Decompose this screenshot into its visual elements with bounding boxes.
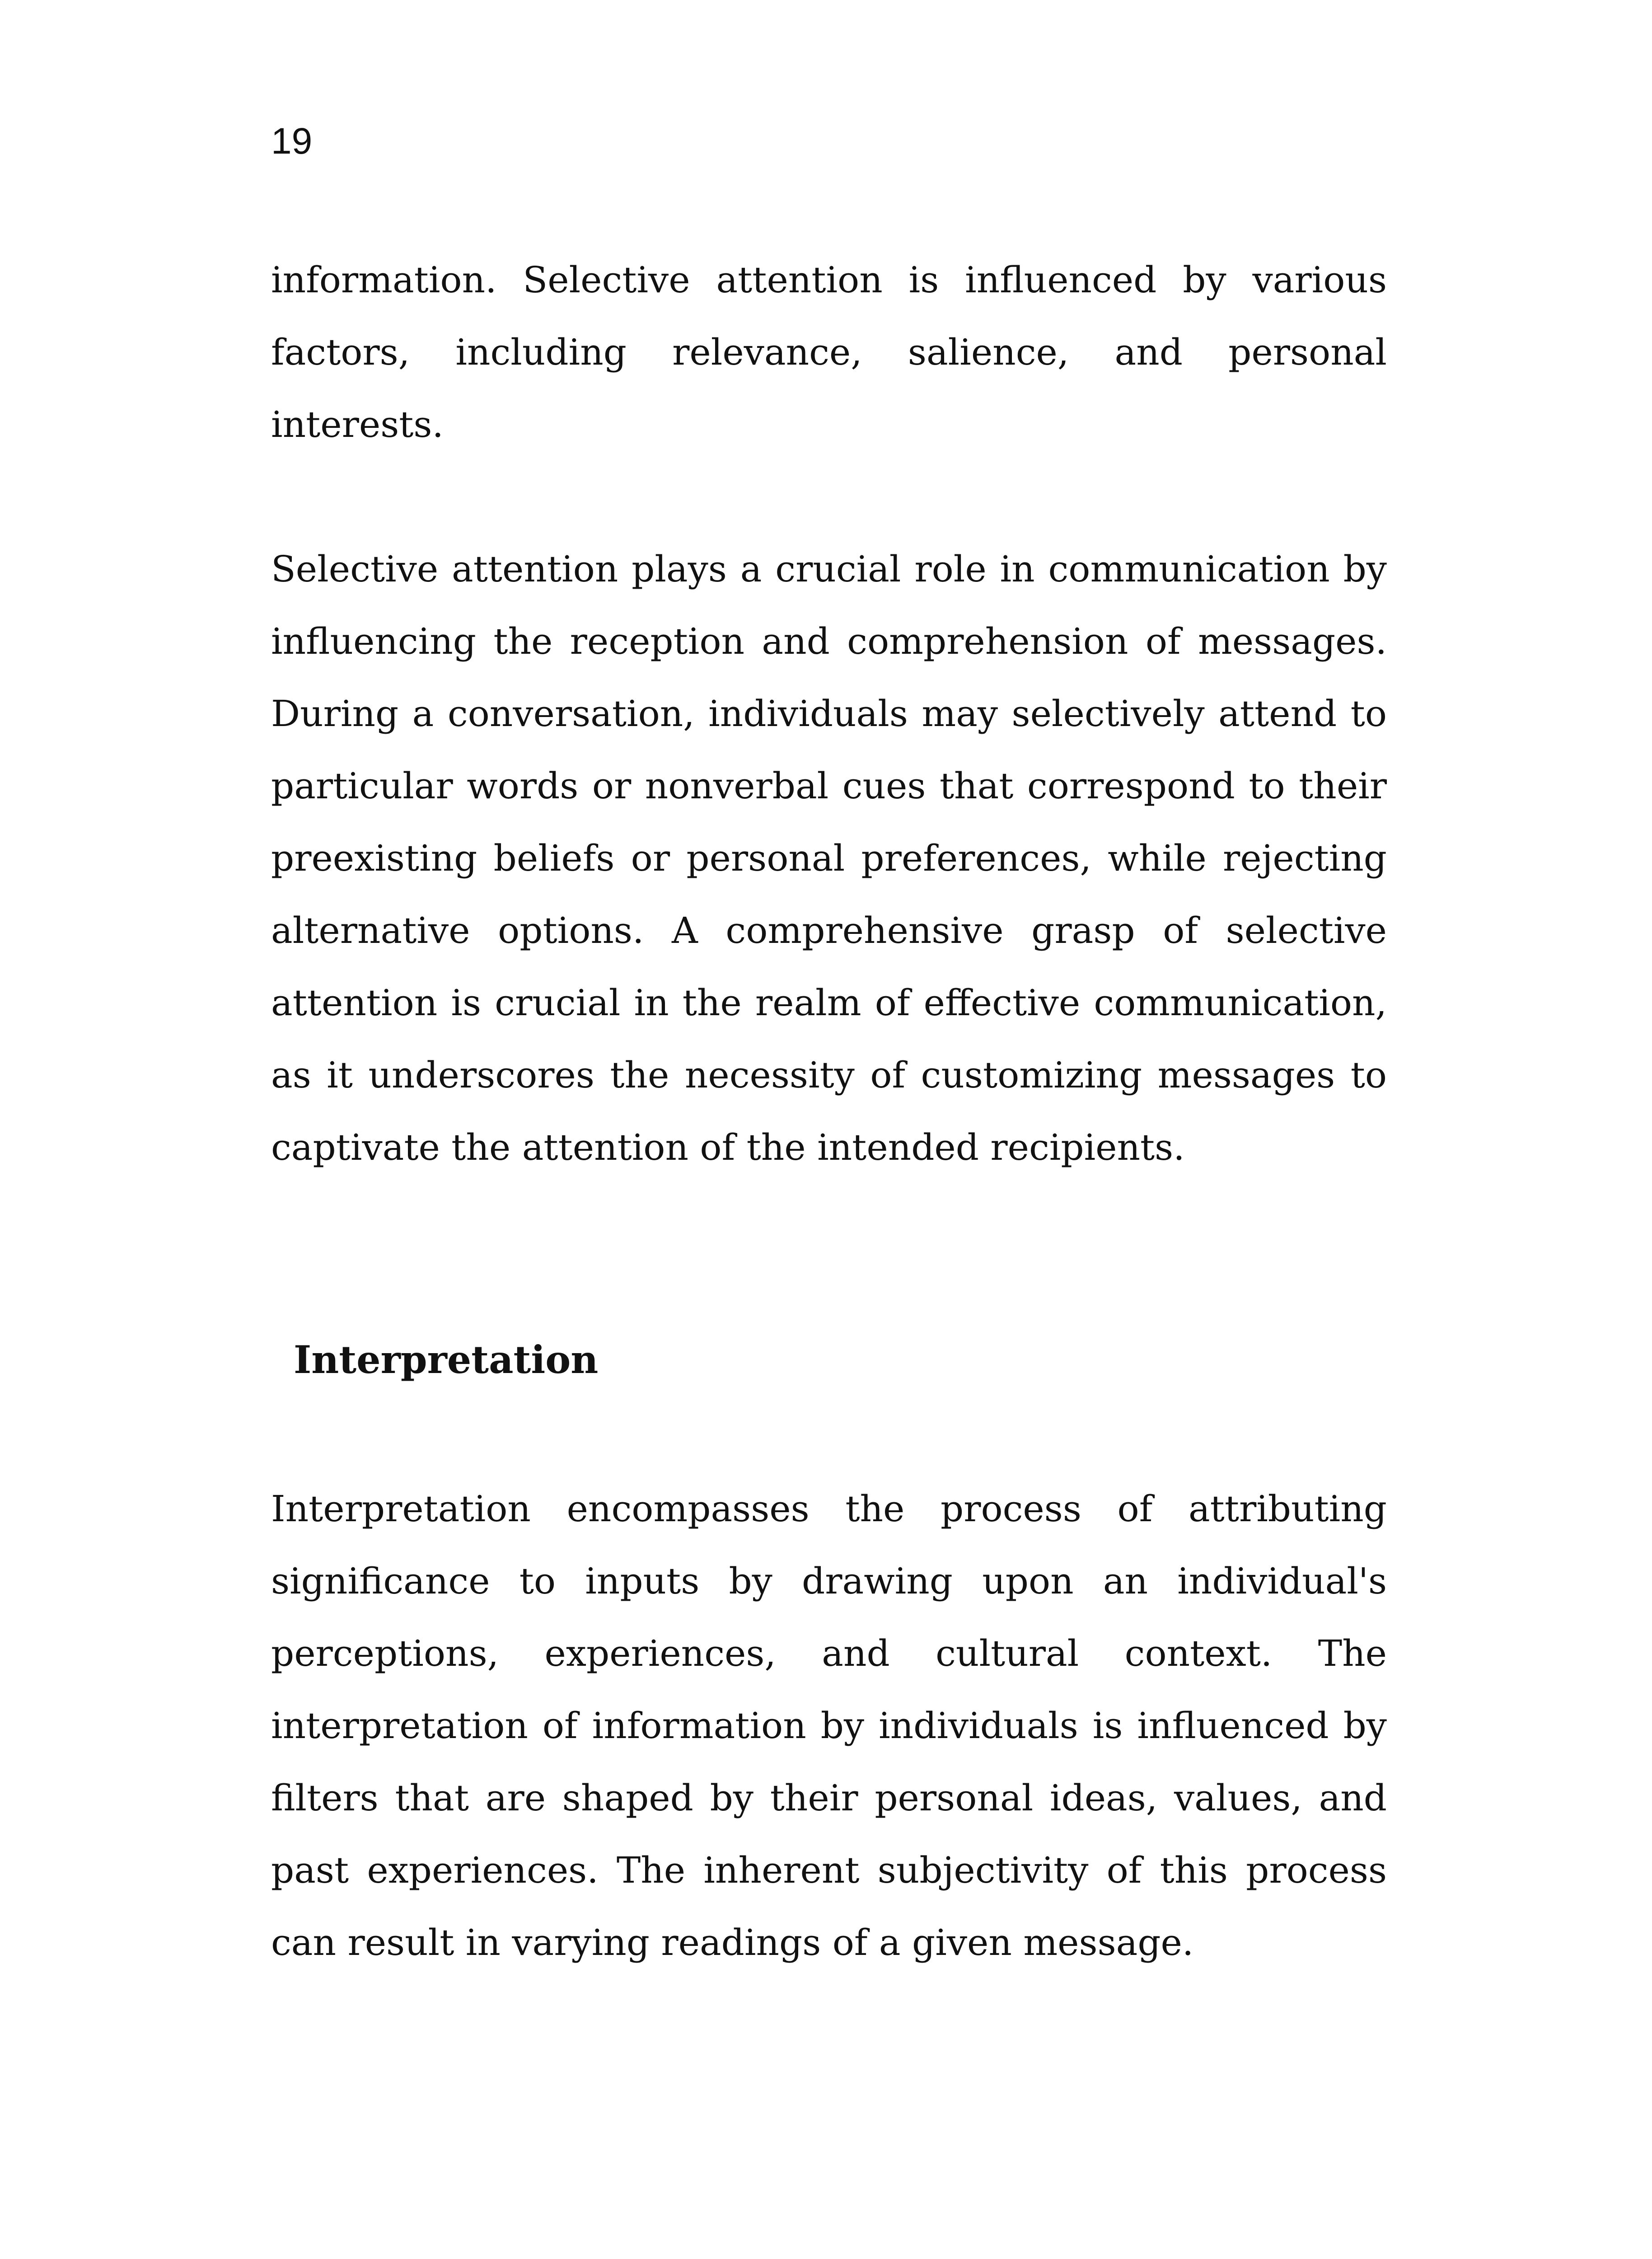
paragraph-selective-attention-communication: Selective attention plays a crucial role in communication by influencing the reception and comprehension of messages. During a conversation, individuals may selectively attend to particular words or nonverbal cues that correspond to their preexisting beliefs or personal preferences, while rejecting alternative options. A comprehensive grasp of selective attention is crucial in the realm of effective communication, as it underscores the necessity of customizing messages to captivate the attention of the intended recipients.: [271, 548, 1387, 1168]
paragraph-interpretation: Interpretation encompasses the process of attributing significance to inputs by drawing upon an individual's perceptions, experiences, and cultural context. The interpretation of information by individuals is influenced by filters that are shaped by their personal ideas, values, and past experiences. The inherent subjectivity of this process can result in varying readings of a given message.: [271, 1488, 1387, 1964]
section-heading-interpretation: Interpretation: [294, 1337, 599, 1382]
page-number: 19: [271, 121, 313, 162]
paragraph-selective-attention-factors: information. Selective attention is influenced by various factors, including relevance, salience, and personal interests.: [271, 259, 1387, 445]
